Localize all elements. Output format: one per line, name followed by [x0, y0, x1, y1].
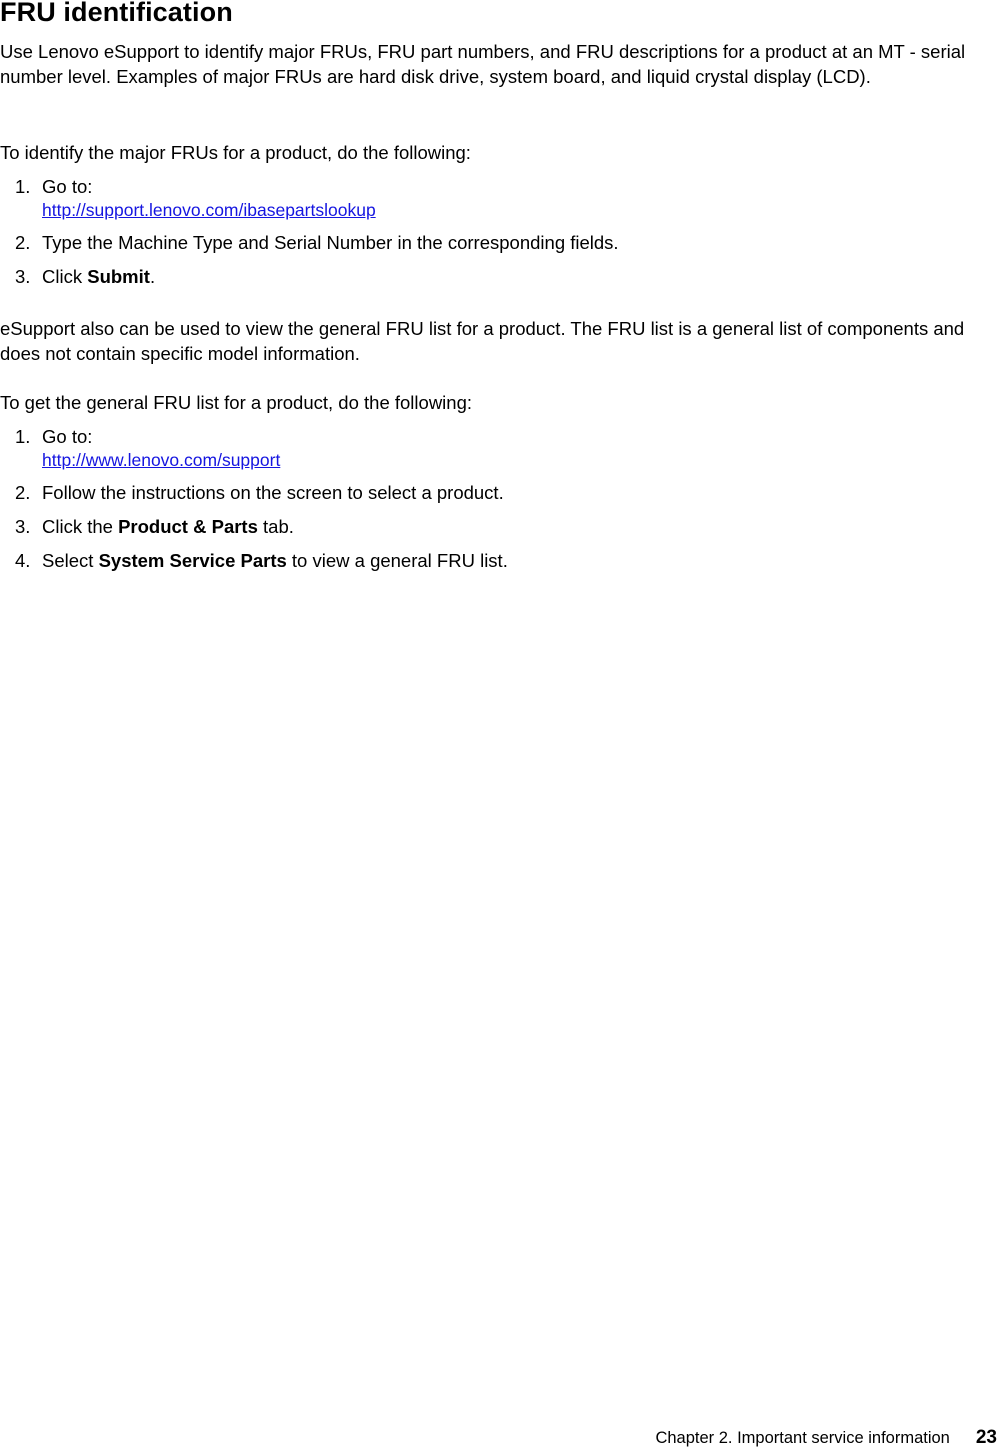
chapter-title: Chapter 2. Important service information: [655, 1429, 950, 1447]
step-text-prefix: Click the: [42, 516, 119, 537]
step-number: 2.: [15, 482, 31, 503]
step-text-suffix: tab.: [257, 516, 294, 537]
step-text-prefix: Select: [42, 550, 99, 571]
step-link-container: [42, 448, 280, 473]
step-number: 1.: [15, 176, 31, 197]
submit-label: Submit: [87, 266, 150, 287]
step-text-prefix: Click: [42, 266, 88, 287]
step-text: [42, 549, 508, 573]
intro-paragraph: Use Lenovo eSupport to identify major FRUs, FRU part numbers, and FRU descriptions for a product at an MT - serial number level. Examples of major FRUs are hard disk drive, system board, and liquid crystal display (LCD).: [0, 41, 966, 87]
product-parts-label: Product & Parts: [118, 516, 258, 537]
step-text: Go to:: [42, 426, 93, 447]
general-lead-paragraph: To get the general FRU list for a product, do the following:: [0, 392, 473, 413]
ibasepartslookup-link[interactable]: http://support.lenovo.com/ibasepartslookup: [42, 200, 376, 220]
identify-lead-paragraph: To identify the major FRUs for a product, do the following:: [0, 142, 471, 163]
step-text: [42, 265, 155, 289]
step-number: 3.: [15, 516, 31, 537]
step-text-suffix: .: [149, 266, 156, 287]
step-text: Follow the instructions on the screen to select a product.: [42, 482, 504, 503]
page-footer: [655, 1427, 997, 1451]
step-text: Go to:: [42, 176, 93, 197]
step-link-container: [42, 198, 376, 223]
step-number: 4.: [15, 550, 31, 571]
page-title: FRU identification: [0, 0, 233, 27]
step-text: [42, 515, 294, 539]
step-number: 2.: [15, 232, 31, 253]
step-text: Type the Machine Type and Serial Number in the corresponding fields.: [42, 232, 619, 253]
esupport-paragraph: eSupport also can be used to view the general FRU list for a product. The FRU list is a general list of components and does not contain specific model information.: [0, 318, 965, 364]
step-number: 3.: [15, 266, 31, 287]
step-text-suffix: to view a general FRU list.: [286, 550, 508, 571]
page-number: 23: [975, 1427, 997, 1448]
lenovo-support-link[interactable]: http://www.lenovo.com/support: [42, 450, 281, 470]
system-service-parts-label: System Service Parts: [98, 550, 287, 571]
step-number: 1.: [15, 426, 31, 447]
